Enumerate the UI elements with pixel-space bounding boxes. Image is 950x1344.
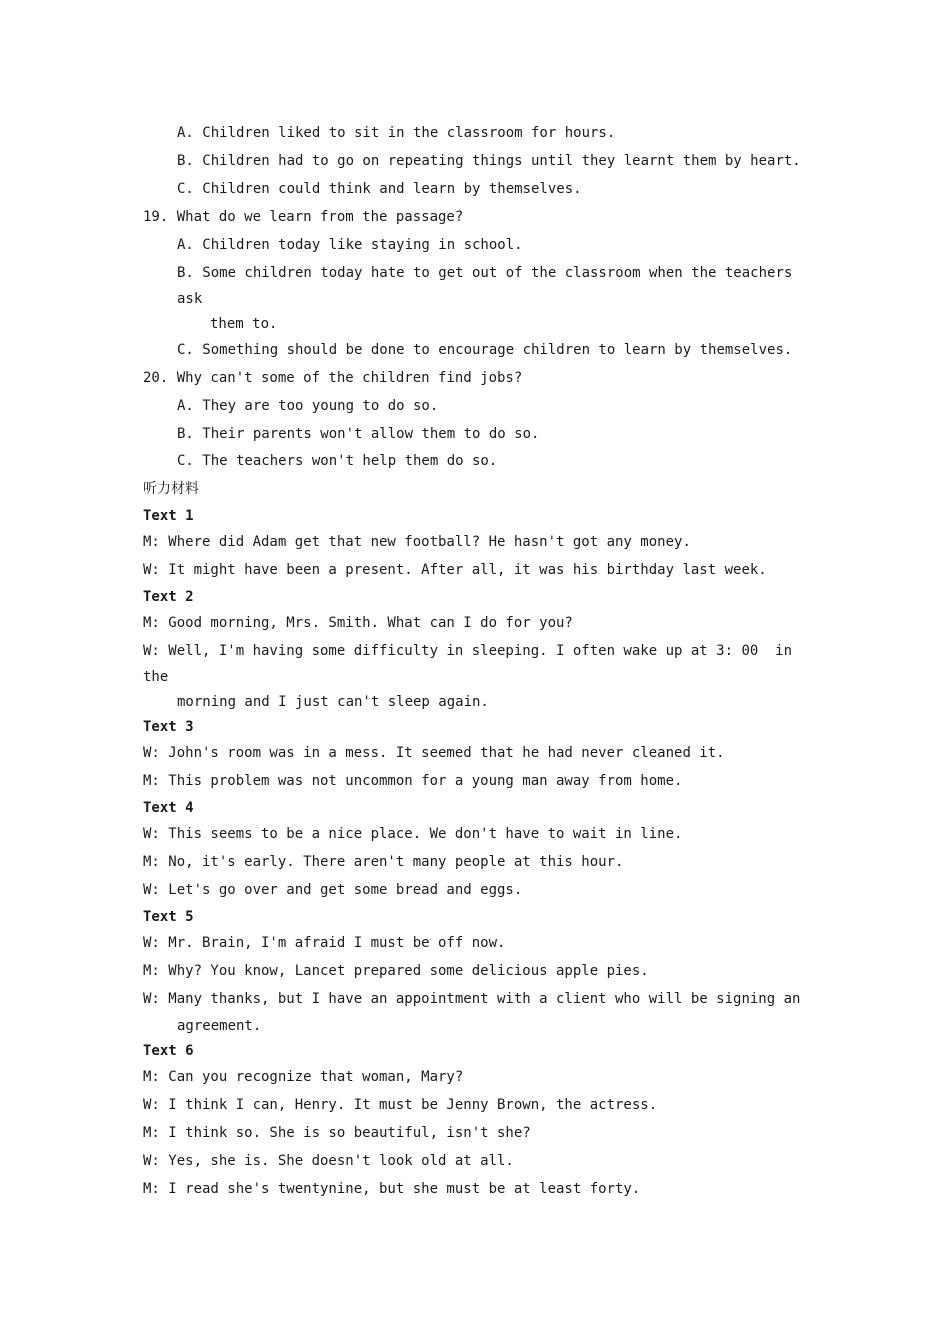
- q19-option-b-line3: them to.: [210, 316, 278, 332]
- text6-line4: W: Yes, she is. She doesn't look old at all.: [143, 1153, 514, 1169]
- text5-line1: W: Mr. Brain, I'm afraid I must be off now.: [143, 935, 506, 951]
- text3-line2: M: This problem was not uncommon for a young man away from home.: [143, 773, 683, 789]
- text5-line3a: W: Many thanks, but I have an appointment with a client who will be signing an: [143, 991, 801, 1007]
- text5-line2: M: Why? You know, Lancet prepared some delicious apple pies.: [143, 963, 649, 979]
- text6-line1: M: Can you recognize that woman, Mary?: [143, 1069, 464, 1085]
- q20-option-a: A. They are too young to do so.: [177, 398, 439, 414]
- text5-title: Text 5: [143, 909, 194, 925]
- q19-stem: 19. What do we learn from the passage?: [143, 209, 464, 225]
- text6-line5: M: I read she's twentynine, but she must be at least forty.: [143, 1181, 641, 1197]
- text2-line1: M: Good morning, Mrs. Smith. What can I do for you?: [143, 615, 573, 631]
- text3-line1: W: John's room was in a mess. It seemed that he had never cleaned it.: [143, 745, 725, 761]
- text2-title: Text 2: [143, 589, 194, 605]
- text1-line2: W: It might have been a present. After all, it was his birthday last week.: [143, 562, 767, 578]
- q19-option-b-line1: B. Some children today hate to get out of the classroom when the teachers: [177, 265, 793, 281]
- text4-line2: M: No, it's early. There aren't many people at this hour.: [143, 854, 624, 870]
- text4-line3: W: Let's go over and get some bread and eggs.: [143, 882, 523, 898]
- q18-option-a: A. Children liked to sit in the classroom for hours.: [177, 125, 616, 141]
- text5-line3b: agreement.: [177, 1018, 262, 1034]
- text4-title: Text 4: [143, 800, 194, 816]
- text2-line2c: morning and I just can't sleep again.: [177, 694, 489, 710]
- q19-option-a: A. Children today like staying in school.: [177, 237, 523, 253]
- text1-title: Text 1: [143, 508, 194, 524]
- q19-option-c: C. Something should be done to encourage children to learn by themselves.: [177, 342, 793, 358]
- q18-option-c: C. Children could think and learn by themselves.: [177, 181, 582, 197]
- q20-option-b: B. Their parents won't allow them to do so.: [177, 426, 540, 442]
- q20-stem: 20. Why can't some of the children find jobs?: [143, 370, 523, 386]
- q18-option-b: B. Children had to go on repeating things until they learnt them by heart.: [177, 153, 801, 169]
- text1-line1: M: Where did Adam get that new football? He hasn't got any money.: [143, 534, 691, 550]
- listening-title: 听力材料: [143, 481, 199, 497]
- text4-line1: W: This seems to be a nice place. We don't have to wait in line.: [143, 826, 683, 842]
- q20-option-c: C. The teachers won't help them do so.: [177, 453, 498, 469]
- text2-line2a: W: Well, I'm having some difficulty in sleeping. I often wake up at 3: 00 in: [143, 643, 793, 659]
- text2-line2b: the: [143, 669, 169, 685]
- text6-title: Text 6: [143, 1043, 194, 1059]
- q19-option-b-line2: ask: [177, 291, 203, 307]
- text6-line3: M: I think so. She is so beautiful, isn't she?: [143, 1125, 531, 1141]
- text6-line2: W: I think I can, Henry. It must be Jenny Brown, the actress.: [143, 1097, 658, 1113]
- text3-title: Text 3: [143, 719, 194, 735]
